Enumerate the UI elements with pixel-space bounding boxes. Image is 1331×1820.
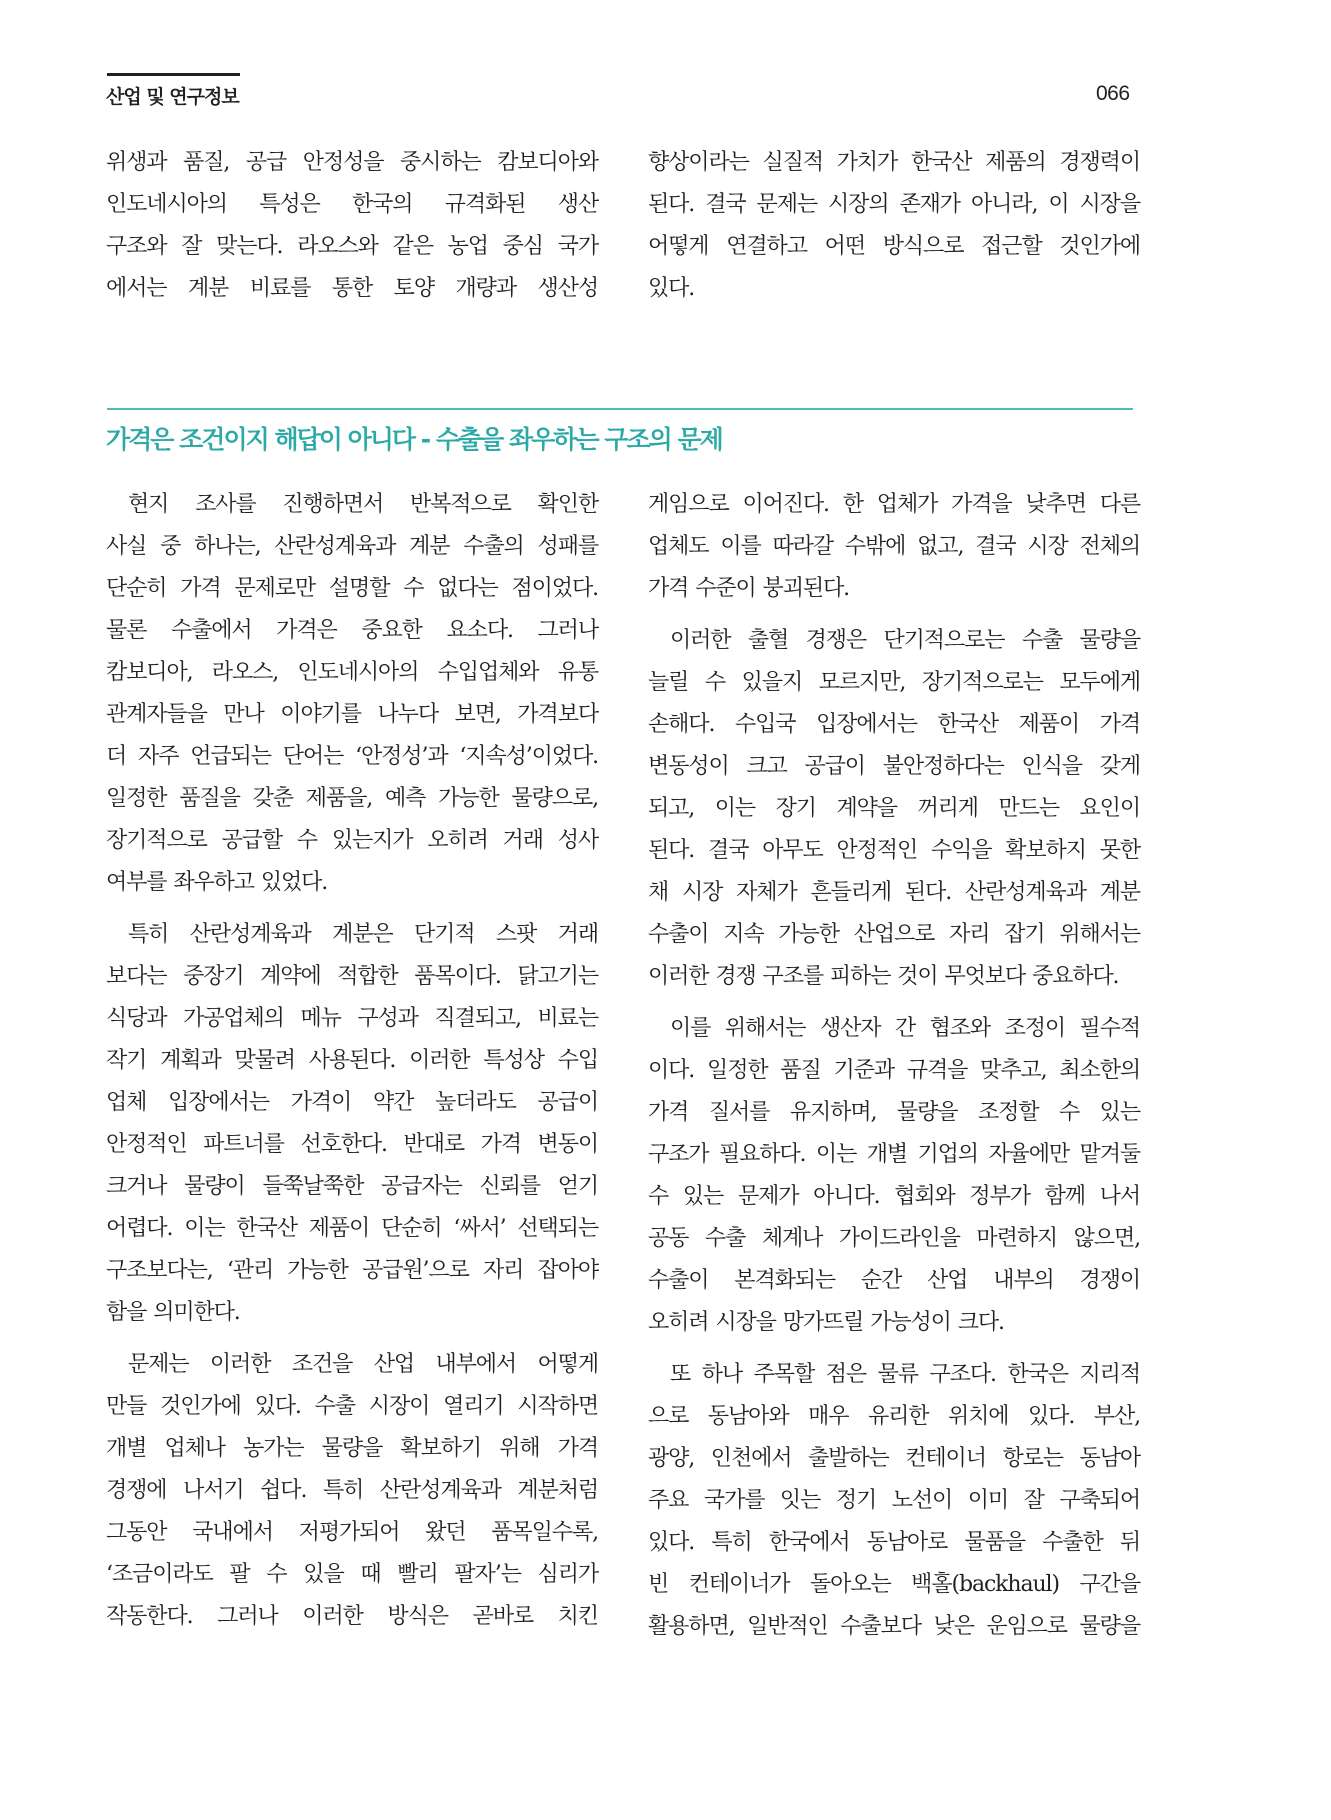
intro-right-column (648, 142, 1140, 310)
text-line: 업체 입장에서는 가격이 약간 높더라도 공급이 (106, 1090, 598, 1115)
text-line: 함을 의미한다. (106, 1300, 240, 1325)
text-line: 공동 수출 체계나 가이드라인을 마련하지 않으면, (648, 1226, 1140, 1251)
text-line: 구조와 잘 맞는다. 라오스와 같은 농업 중심 국가 (106, 234, 598, 259)
text-line: 되고, 이는 장기 계약을 꺼리게 만드는 요인이 (648, 796, 1140, 821)
text-line: 광양, 인천에서 출발하는 컨테이너 항로는 동남아 (648, 1446, 1140, 1471)
text-line: 이러한 경쟁 구조를 피하는 것이 무엇보다 중요하다. (648, 964, 1119, 989)
text-line: 식당과 가공업체의 메뉴 구성과 직결되고, 비료는 (106, 1006, 598, 1031)
text-line: 수출이 지속 가능한 산업으로 자리 잡기 위해서는 (648, 922, 1140, 947)
text-line: 캄보디아, 라오스, 인도네시아의 수입업체와 유통 (106, 660, 598, 685)
text-line: 된다. 결국 문제는 시장의 존재가 아니라, 이 시장을 (648, 192, 1140, 217)
text-line: 일정한 품질을 갖춘 제품을, 예측 가능한 물량으로, (106, 786, 598, 811)
paragraph (648, 484, 1140, 610)
text-line: 빈 컨테이너가 돌아오는 백홀(backhaul) 구간을 (648, 1572, 1140, 1597)
text-line: 어떻게 연결하고 어떤 방식으로 접근할 것인가에 (648, 234, 1140, 259)
text-line: 된다. 결국 아무도 안정적인 수익을 확보하지 못한 (648, 838, 1140, 863)
text-line: 경쟁에 나서기 쉽다. 특히 산란성계육과 계분처럼 (106, 1478, 598, 1503)
text-line: 게임으로 이어진다. 한 업체가 가격을 낮추면 다른 (648, 492, 1140, 517)
paragraph-gap (106, 1334, 598, 1344)
section-divider (107, 408, 1133, 410)
text-line: 수출이 본격화되는 순간 산업 내부의 경쟁이 (648, 1268, 1140, 1293)
text-line: 인도네시아의 특성은 한국의 규격화된 생산 (106, 192, 598, 217)
paragraph (106, 484, 598, 904)
text-line: 변동성이 크고 공급이 불안정하다는 인식을 갖게 (648, 754, 1140, 779)
text-line: 보다는 중장기 계약에 적합한 품목이다. 닭고기는 (106, 964, 598, 989)
text-line: 주요 국가를 잇는 정기 노선이 이미 잘 구축되어 (648, 1488, 1140, 1513)
text-line: 작동한다. 그러나 이러한 방식은 곧바로 치킨 (106, 1604, 598, 1629)
paragraph-gap (648, 610, 1140, 620)
text-line: 더 자주 언급되는 단어는 ‘안정성’과 ‘지속성’이었다. (106, 744, 598, 769)
text-line: 향상이라는 실질적 가치가 한국산 제품의 경쟁력이 (648, 150, 1140, 175)
text-line: 업체도 이를 따라갈 수밖에 없고, 결국 시장 전체의 (648, 534, 1140, 559)
text-line: 활용하면, 일반적인 수출보다 낮은 운임으로 물량을 (648, 1614, 1140, 1639)
text-line: 여부를 좌우하고 있었다. (106, 870, 328, 895)
paragraph (648, 1008, 1140, 1344)
page-number: 066 (1096, 82, 1130, 105)
text-line: 물론 수출에서 가격은 중요한 요소다. 그러나 (106, 618, 598, 643)
text-line: 단순히 가격 문제로만 설명할 수 없다는 점이었다. (106, 576, 598, 601)
body-left-column (106, 484, 598, 1638)
text-line: 수 있는 문제가 아니다. 협회와 정부가 함께 나서 (648, 1184, 1140, 1209)
paragraph (106, 1344, 598, 1638)
paragraph-gap (648, 1344, 1140, 1354)
text-line: 있다. (648, 276, 695, 301)
text-line: ‘조금이라도 팔 수 있을 때 빨리 팔자’는 심리가 (106, 1562, 598, 1587)
running-head-rule (107, 73, 240, 76)
text-line: 위생과 품질, 공급 안정성을 중시하는 캄보디아와 (106, 150, 598, 175)
text-line: 가격 질서를 유지하며, 물량을 조정할 수 있는 (648, 1100, 1140, 1125)
paragraph (648, 620, 1140, 998)
text-line: 또 하나 주목할 점은 물류 구조다. 한국은 지리적 (670, 1362, 1140, 1387)
text-line: 늘릴 수 있을지 모르지만, 장기적으로는 모두에게 (648, 670, 1140, 695)
text-line: 이러한 출혈 경쟁은 단기적으로는 수출 물량을 (670, 628, 1140, 653)
body-right-column (648, 484, 1140, 1648)
text-line: 만들 것인가에 있다. 수출 시장이 열리기 시작하면 (106, 1394, 598, 1419)
text-line: 그동안 국내에서 저평가되어 왔던 품목일수록, (106, 1520, 598, 1545)
intro-left-column (106, 142, 598, 310)
text-line: 구조가 필요하다. 이는 개별 기업의 자율에만 맡겨둘 (648, 1142, 1140, 1167)
text-line: 문제는 이러한 조건을 산업 내부에서 어떻게 (128, 1352, 598, 1377)
text-line: 에서는 계분 비료를 통한 토양 개량과 생산성 (106, 276, 598, 301)
text-line: 크거나 물량이 들쭉날쭉한 공급자는 신뢰를 얻기 (106, 1174, 598, 1199)
text-line: 이다. 일정한 품질 기준과 규격을 맞추고, 최소한의 (648, 1058, 1140, 1083)
text-line: 장기적으로 공급할 수 있는지가 오히려 거래 성사 (106, 828, 598, 853)
text-line: 가격 수준이 붕괴된다. (648, 576, 850, 601)
text-line: 작기 계획과 맞물려 사용된다. 이러한 특성상 수입 (106, 1048, 598, 1073)
text-line: 오히려 시장을 망가뜨릴 가능성이 크다. (648, 1310, 1004, 1335)
paragraph (648, 1354, 1140, 1648)
section-heading: 가격은 조건이지 해답이 아니다 - 수출을 좌우하는 구조의 문제 (106, 425, 722, 454)
text-line: 안정적인 파트너를 선호한다. 반대로 가격 변동이 (106, 1132, 598, 1157)
text-line: 있다. 특히 한국에서 동남아로 물품을 수출한 뒤 (648, 1530, 1140, 1555)
text-line: 사실 중 하나는, 산란성계육과 계분 수출의 성패를 (106, 534, 598, 559)
text-line: 채 시장 자체가 흔들리게 된다. 산란성계육과 계분 (648, 880, 1140, 905)
text-line: 손해다. 수입국 입장에서는 한국산 제품이 가격 (648, 712, 1140, 737)
text-line: 으로 동남아와 매우 유리한 위치에 있다. 부산, (648, 1404, 1140, 1429)
paragraph-gap (106, 904, 598, 914)
paragraph (106, 914, 598, 1334)
text-line: 관계자들을 만나 이야기를 나누다 보면, 가격보다 (106, 702, 598, 727)
paragraph-gap (648, 998, 1140, 1008)
text-line: 특히 산란성계육과 계분은 단기적 스팟 거래 (128, 922, 598, 947)
text-line: 개별 업체나 농가는 물량을 확보하기 위해 가격 (106, 1436, 598, 1461)
text-line: 어렵다. 이는 한국산 제품이 단순히 ‘싸서’ 선택되는 (106, 1216, 598, 1241)
text-line: 현지 조사를 진행하면서 반복적으로 확인한 (128, 492, 598, 517)
text-line: 구조보다는, ‘관리 가능한 공급원’으로 자리 잡아야 (106, 1258, 598, 1283)
running-head: 산업 및 연구정보 (106, 86, 239, 108)
text-line: 이를 위해서는 생산자 간 협조와 조정이 필수적 (670, 1016, 1140, 1041)
